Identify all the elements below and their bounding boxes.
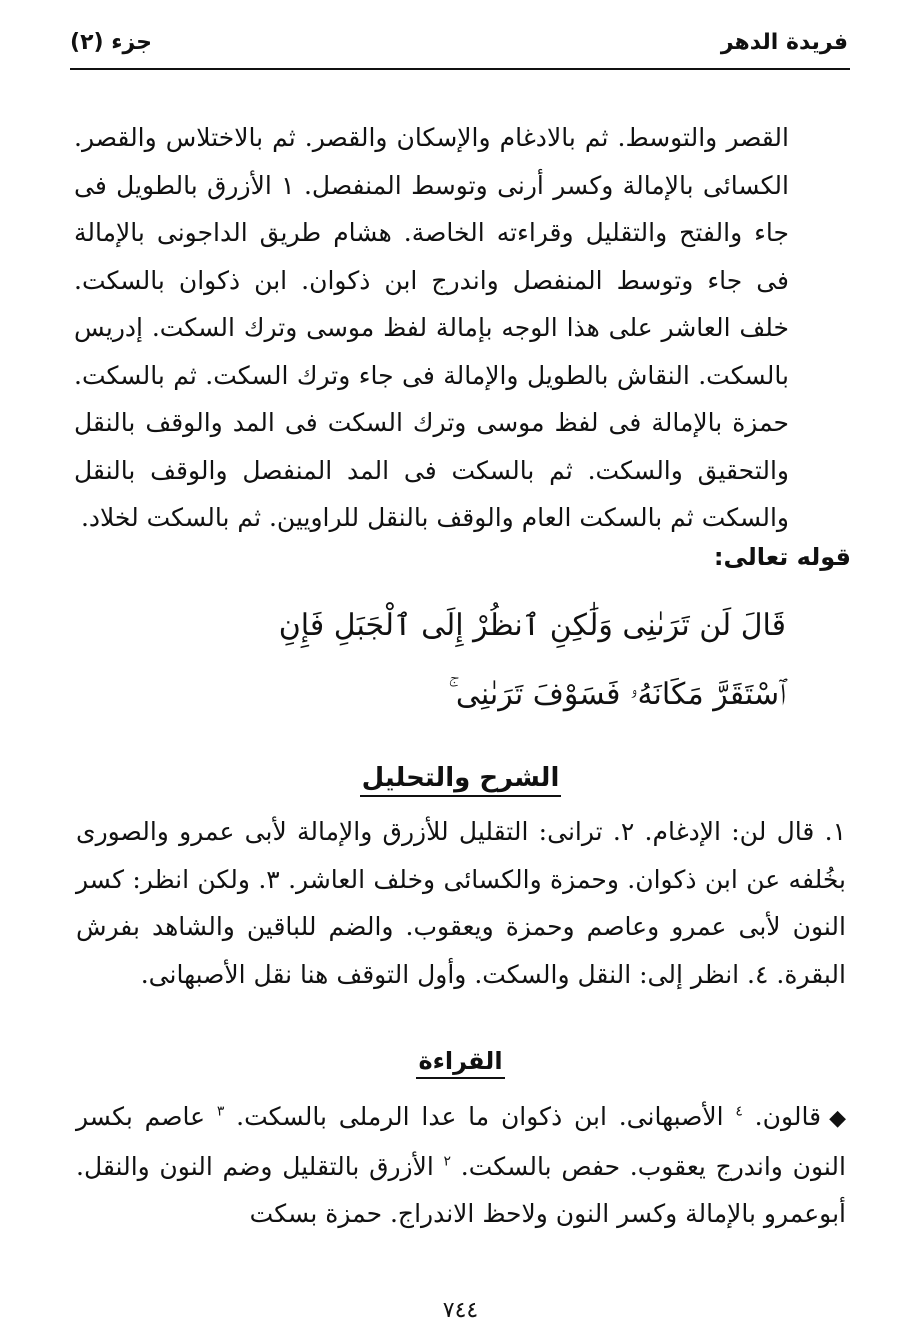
running-header — [70, 30, 848, 64]
section-heading-sharh — [0, 763, 921, 797]
qiraa-heading-text: القراءة — [416, 1047, 504, 1079]
main-paragraph: القصر والتوسط. ثم بالادغام والإسكان والقصر. ثم بالاختلاس والقصر. الكسائى بالإمالة وكسر أرنى وتوسط المنفصل. ١ الأزرق بالطويل فى جاء والفتح والتقليل وقراءته الخاصة. هشام طريق الداجونى بالإمالة فى جاء وتوسط المنفصل واندرج ابن ذكوان. ابن ذكوان بالسكت. خلف العاشر على هذا الوجه بإمالة لفظ موسى وترك السكت. إدريس بالسكت. النقاش بالطويل والإمالة فى جاء وترك السكت. ثم بالسكت. حمزة بالإمالة فى لفظ موسى وترك السكت فى المد والوقف بالنقل والتحقيق والسكت. ثم بالسكت فى المد المنفصل والوقف بالنقل والسكت ثم بالسكت العام والوقف بالنقل للراويين. ثم بالسكت لخلاد. — [74, 123, 789, 532]
diamond-bullet-icon: ◆ — [829, 1106, 847, 1131]
footnote-marker: ٢ — [443, 1153, 452, 1170]
verse-heading: قوله تعالى: — [713, 543, 851, 571]
qiraa-paragraph — [76, 1093, 846, 1238]
sharh-heading-text: الشرح والتحليل — [360, 763, 562, 797]
footnote-marker: ٤ — [735, 1103, 743, 1120]
header-divider — [70, 68, 850, 70]
quran-verse-line-1: قَالَ لَن تَرَىٰنِى وَلَٰكِنِ ٱنظُرْ إِلَى ٱلْجَبَلِ فَإِنِ — [278, 608, 786, 643]
section-heading-qiraa — [0, 1047, 921, 1079]
quran-verse-line-2: ٱسْتَقَرَّ مَكَانَهُۥ فَسَوْفَ تَرَىٰنِى ۚ — [448, 677, 786, 712]
footnote-marker: ٣ — [216, 1103, 225, 1120]
qiraa-text-2: الأصبهانى. ابن ذكوان ما عدا الرملى بالسكت. — [224, 1102, 736, 1131]
book-title: فريدة الدهر — [720, 30, 848, 55]
page-number: ٧٤٤ — [442, 1298, 479, 1323]
qiraa-text-3: عاصم بكسر النون واندرج يعقوب. حفص بالسكت. — [76, 1102, 846, 1181]
part-label: جزء (٢) — [70, 30, 153, 55]
qiraa-text-1: قالون. — [742, 1102, 822, 1131]
qiraa-text-4: الأزرق بالتقليل وضم النون والنقل. أبوعمرو بالإمالة وكسر النون ولاحظ الاندراج. حمزة بسكت — [76, 1151, 846, 1228]
sharh-paragraph: ١. قال لن: الإدغام. ٢. ترانى: التقليل للأزرق والإمالة لأبى عمرو والصورى بخُلفه عن ابن ذكوان. وحمزة والكسائى وخلف العاشر. ٣. ولكن انظر: كسر النون لأبى عمرو وعاصم وحمزة ويعقوب. والضم للباقين والشاهد بفرش البقرة. ٤. انظر إلى: النقل والسكت. وأول التوقف هنا نقل الأصبهانى. — [76, 817, 846, 989]
